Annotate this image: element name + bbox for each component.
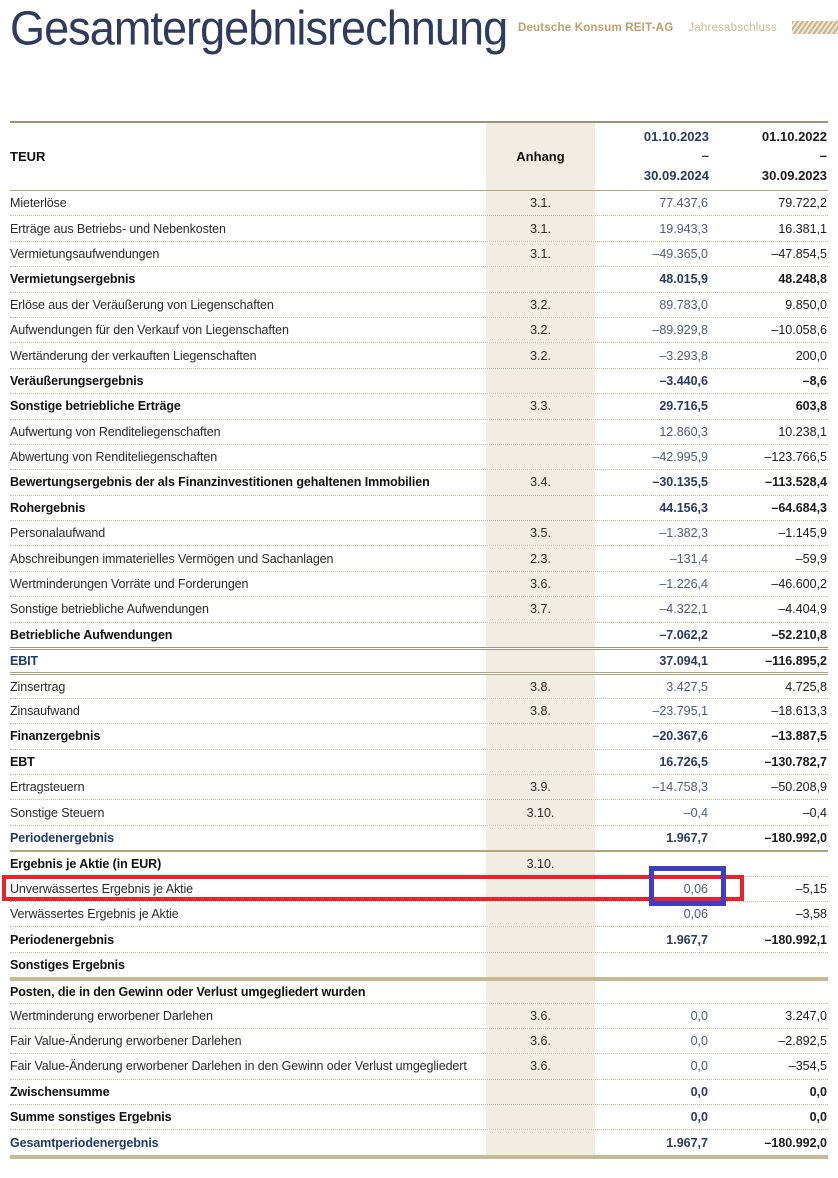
row-label: Wertminderungen Vorräte und Forderungen <box>10 577 249 592</box>
row-value-2024: –30.135,5 <box>652 475 708 490</box>
table-row <box>10 596 828 621</box>
table-row <box>10 825 828 850</box>
row-label: Ertragsteuern <box>10 780 85 795</box>
row-value-2023: –59,9 <box>795 551 827 566</box>
row-value-2024: 0,0 <box>690 1059 708 1074</box>
table-row <box>10 190 828 215</box>
row-value-2023: –123.766,5 <box>764 450 827 465</box>
header-period-2024 <box>595 123 710 190</box>
row-value-2023: –180.992,0 <box>764 1135 827 1150</box>
row-label: Verwässertes Ergebnis je Aktie <box>10 907 179 922</box>
row-value-2023: 3.247,0 <box>785 1008 827 1023</box>
row-value-2023: 4.725,8 <box>785 679 827 694</box>
row-value-2024: 12.860,3 <box>659 424 708 439</box>
row-value-2023: –180.992,0 <box>764 830 827 845</box>
row-value-2024: –89.929,8 <box>652 323 708 338</box>
table-row <box>10 292 828 317</box>
row-label: Gesamtperiodenergebnis <box>10 1135 159 1150</box>
stripes-decoration-icon <box>792 21 838 34</box>
table-row <box>10 368 828 393</box>
row-anhang: 3.2. <box>486 318 595 342</box>
table-row <box>10 571 828 596</box>
row-label: Veräußerungsergebnis <box>10 373 144 388</box>
row-value-2023: –0,4 <box>802 805 827 820</box>
row-value-2024: 1.967,7 <box>666 830 708 845</box>
row-anhang: 3.7. <box>486 597 595 621</box>
row-value-2024: –7.062,2 <box>659 627 708 642</box>
table-row <box>10 1129 828 1154</box>
row-value-2023: –180.992,1 <box>764 932 827 947</box>
row-value-2024: –23.795,1 <box>652 704 708 718</box>
row-anhang: 3.2. <box>486 293 595 317</box>
income-statement-table <box>10 121 828 1159</box>
row-anhang <box>486 623 595 647</box>
row-label: Ergebnis je Aktie (in EUR) <box>10 856 162 871</box>
row-value-2024: –3.440,6 <box>659 373 708 388</box>
row-anhang: 3.6. <box>486 1004 595 1028</box>
row-value-2023: 0,0 <box>809 1110 827 1125</box>
row-value-2024: 48.015,9 <box>659 272 708 287</box>
row-label: Fair Value-Änderung erworbener Darlehen in den Gewinn oder Verlust umgegliedert <box>10 1059 467 1074</box>
row-label: Finanzergebnis <box>10 729 101 744</box>
row-label: Fair Value-Änderung erworbener Darlehen <box>10 1034 242 1049</box>
row-anhang <box>486 724 595 748</box>
row-label: Rohergebnis <box>10 500 86 515</box>
row-value-2023: –4.404,9 <box>778 602 827 617</box>
row-value-2024: 1.967,7 <box>666 932 708 947</box>
row-anhang <box>486 420 595 444</box>
row-label: Posten, die in den Gewinn oder Verlust umgegliedert wurden <box>10 984 366 999</box>
row-anhang <box>486 369 595 393</box>
table-row <box>10 469 828 494</box>
table-row <box>10 1003 828 1028</box>
row-value-2024: –20.367,6 <box>652 729 708 744</box>
table-row <box>10 952 828 977</box>
table-row <box>10 672 828 697</box>
row-label: Personalaufwand <box>10 526 106 541</box>
row-label: Erträge aus Betriebs- und Nebenkosten <box>10 221 226 236</box>
row-value-2024: 37.094,1 <box>659 654 708 669</box>
row-anhang <box>486 826 595 850</box>
row-anhang: 3.3. <box>486 394 595 418</box>
period1-sep: – <box>701 148 709 164</box>
table-row <box>10 749 828 774</box>
row-label: Zinsertrag <box>10 679 66 694</box>
row-value-2023: –18.613,3 <box>771 704 827 718</box>
page-header <box>10 0 828 121</box>
row-anhang <box>486 445 595 469</box>
table-header <box>10 121 828 190</box>
row-anhang <box>486 1130 595 1154</box>
row-value-2024: 0,0 <box>690 1034 708 1049</box>
page-title: Gesamtergebnisrechnung <box>10 1 508 56</box>
row-anhang <box>486 650 595 672</box>
row-anhang <box>486 927 595 951</box>
period2-sep: – <box>819 148 827 164</box>
row-anhang: 3.6. <box>486 1054 595 1078</box>
row-label: Erlöse aus der Veräußerung von Liegenschaften <box>10 297 274 312</box>
table-row <box>10 545 828 570</box>
table-row <box>10 1028 828 1053</box>
row-value-2024: 0,06 <box>683 907 708 922</box>
row-label: Mieterlöse <box>10 196 67 211</box>
row-anhang: 3.6. <box>486 572 595 596</box>
row-anhang <box>486 953 595 977</box>
row-value-2024: 3.427,5 <box>666 679 708 694</box>
row-value-2023: –116.895,2 <box>765 654 827 669</box>
header-meta <box>518 21 838 34</box>
table-body <box>10 190 828 1159</box>
table-row <box>10 419 828 444</box>
row-label: EBT <box>10 754 35 769</box>
row-value-2024: –4.322,1 <box>659 602 708 617</box>
brand-label: Deutsche Konsum REIT-AG <box>517 21 674 34</box>
row-value-2023: –113.528,4 <box>765 475 827 490</box>
row-label: Zinsaufwand <box>10 704 80 718</box>
row-anhang: 3.6. <box>486 1029 595 1053</box>
row-value-2023: –46.600,2 <box>771 577 827 592</box>
header-teur: TEUR <box>10 149 46 164</box>
period2-from: 01.10.2022 <box>761 129 827 144</box>
row-value-2024: 0,06 <box>683 881 708 896</box>
row-label: Periodenergebnis <box>10 932 114 947</box>
row-value-2023: –8,6 <box>802 373 827 388</box>
row-value-2024: 89.783,0 <box>659 297 708 312</box>
row-value-2024: 19.943,3 <box>659 221 708 236</box>
header-period-2023 <box>710 123 828 190</box>
row-value-2023: –5,15 <box>795 881 827 896</box>
row-value-2023: –64.684,3 <box>771 500 827 515</box>
row-anhang <box>486 496 595 520</box>
row-value-2023: –354,5 <box>788 1059 827 1074</box>
table-row <box>10 799 828 824</box>
row-value-2023: 10.238,1 <box>778 424 827 439</box>
row-label: Sonstige Steuern <box>10 805 105 820</box>
row-anhang: 3.9. <box>486 775 595 799</box>
row-value-2023: 603,8 <box>795 399 827 414</box>
row-label: Sonstige betriebliche Aufwendungen <box>10 602 209 617</box>
row-value-2023: 0,0 <box>809 1084 827 1099</box>
table-row <box>10 215 828 240</box>
row-anhang: 3.8. <box>486 699 595 723</box>
row-label: Sonstige betriebliche Erträge <box>10 399 181 414</box>
row-value-2024: –1.226,4 <box>659 577 708 592</box>
row-label: Summe sonstiges Ergebnis <box>10 1110 172 1125</box>
row-anhang: 3.2. <box>486 343 595 367</box>
row-value-2023: –47.854,5 <box>771 246 827 261</box>
row-value-2024: 0,0 <box>690 1084 708 1099</box>
table-row <box>10 1053 828 1078</box>
table-row <box>10 1079 828 1104</box>
row-label: Abwertung von Renditeliegenschaften <box>10 450 218 465</box>
row-label: Abschreibungen immaterielles Vermögen und Sachanlagen <box>10 551 334 566</box>
row-value-2024: –49.365,0 <box>652 246 708 261</box>
row-value-2023: –10.058,6 <box>771 323 827 338</box>
row-value-2023: 200,0 <box>795 348 827 363</box>
table-row <box>10 444 828 469</box>
row-value-2024: 0,0 <box>690 1008 708 1023</box>
row-anhang <box>486 902 595 926</box>
row-value-2024: 0,0 <box>690 1110 708 1125</box>
row-value-2024: 16.726,5 <box>659 754 708 769</box>
row-value-2024: –1.382,3 <box>659 526 708 541</box>
period1-from: 01.10.2023 <box>643 129 709 144</box>
table-row <box>10 647 828 672</box>
row-value-2023: –1.145,9 <box>778 526 827 541</box>
table-row <box>10 926 828 951</box>
table-row <box>10 342 828 367</box>
row-anhang: 3.1. <box>486 242 595 266</box>
row-anhang: 3.10. <box>486 800 595 824</box>
blue-annotation-box <box>649 866 726 906</box>
table-row <box>10 698 828 723</box>
row-label: Zwischensumme <box>10 1084 110 1099</box>
row-value-2024: –3.293,8 <box>659 348 708 363</box>
table-row <box>10 723 828 748</box>
row-label: Bewertungsergebnis der als Finanzinvestitionen gehaltenen Immobilien <box>10 475 430 490</box>
row-label: Wertminderung erworbener Darlehen <box>10 1008 213 1023</box>
table-row <box>10 622 828 647</box>
row-value-2024: 1.967,7 <box>666 1135 708 1150</box>
row-value-2023: –50.208,9 <box>771 780 827 795</box>
row-value-2024: 77.437,6 <box>659 196 708 211</box>
row-value-2024: –131,4 <box>669 551 708 566</box>
row-anhang: 3.1. <box>486 216 595 240</box>
period2-to: 30.09.2023 <box>761 167 827 183</box>
row-value-2023: 48.248,8 <box>778 272 827 287</box>
row-value-2024: 44.156,3 <box>659 500 708 515</box>
table-row <box>10 495 828 520</box>
row-anhang <box>486 750 595 774</box>
row-anhang <box>486 1080 595 1104</box>
row-anhang: 3.1. <box>486 191 595 215</box>
table-row <box>10 241 828 266</box>
row-label: Aufwertung von Renditeliegenschaften <box>10 424 221 439</box>
row-anhang <box>486 981 595 1002</box>
section-label: Jahresabschluss <box>688 21 777 34</box>
row-label: Vermietungsaufwendungen <box>10 246 160 261</box>
row-value-2023: –52.210,8 <box>771 627 827 642</box>
row-value-2023: –13.887,5 <box>771 729 827 744</box>
table-row <box>10 774 828 799</box>
row-value-2023: 79.722,2 <box>778 196 827 211</box>
row-label: Wertänderung der verkauften Liegenschaften <box>10 348 257 363</box>
row-label: Periodenergebnis <box>10 830 114 845</box>
row-value-2024: –0,4 <box>683 805 708 820</box>
row-value-2023: –3,58 <box>795 907 827 922</box>
row-value-2023: –2.892,5 <box>778 1034 827 1049</box>
row-anhang <box>486 1105 595 1129</box>
row-anhang: 3.4. <box>486 470 595 494</box>
row-label: Vermietungsergebnis <box>10 272 136 287</box>
row-anhang: 2.3. <box>486 546 595 570</box>
row-anhang: 3.10. <box>486 852 595 875</box>
row-label: Unverwässertes Ergebnis je Aktie <box>10 881 193 896</box>
row-value-2024: –14.758,3 <box>652 780 708 795</box>
row-value-2023: 9.850,0 <box>785 297 827 312</box>
header-anhang: Anhang <box>486 123 595 190</box>
row-value-2024: –42.995,9 <box>652 450 708 465</box>
row-label: Sonstiges Ergebnis <box>10 957 125 972</box>
row-anhang: 3.8. <box>486 675 595 697</box>
table-row <box>10 520 828 545</box>
table-row <box>10 1104 828 1129</box>
table-row <box>10 977 828 1002</box>
table-row <box>10 393 828 418</box>
row-anhang <box>486 267 595 291</box>
row-anhang: 3.5. <box>486 521 595 545</box>
row-label: Betriebliche Aufwendungen <box>10 627 173 642</box>
table-row <box>10 317 828 342</box>
row-value-2023: 16.381,1 <box>778 221 827 236</box>
row-value-2024: 29.716,5 <box>659 399 708 414</box>
row-label: Aufwendungen für den Verkauf von Liegenschaften <box>10 323 289 338</box>
row-label: EBIT <box>10 654 39 669</box>
red-annotation-box <box>2 875 744 901</box>
table-row <box>10 266 828 291</box>
period1-to: 30.09.2024 <box>643 167 709 183</box>
row-value-2023: –130.782,7 <box>764 754 827 769</box>
